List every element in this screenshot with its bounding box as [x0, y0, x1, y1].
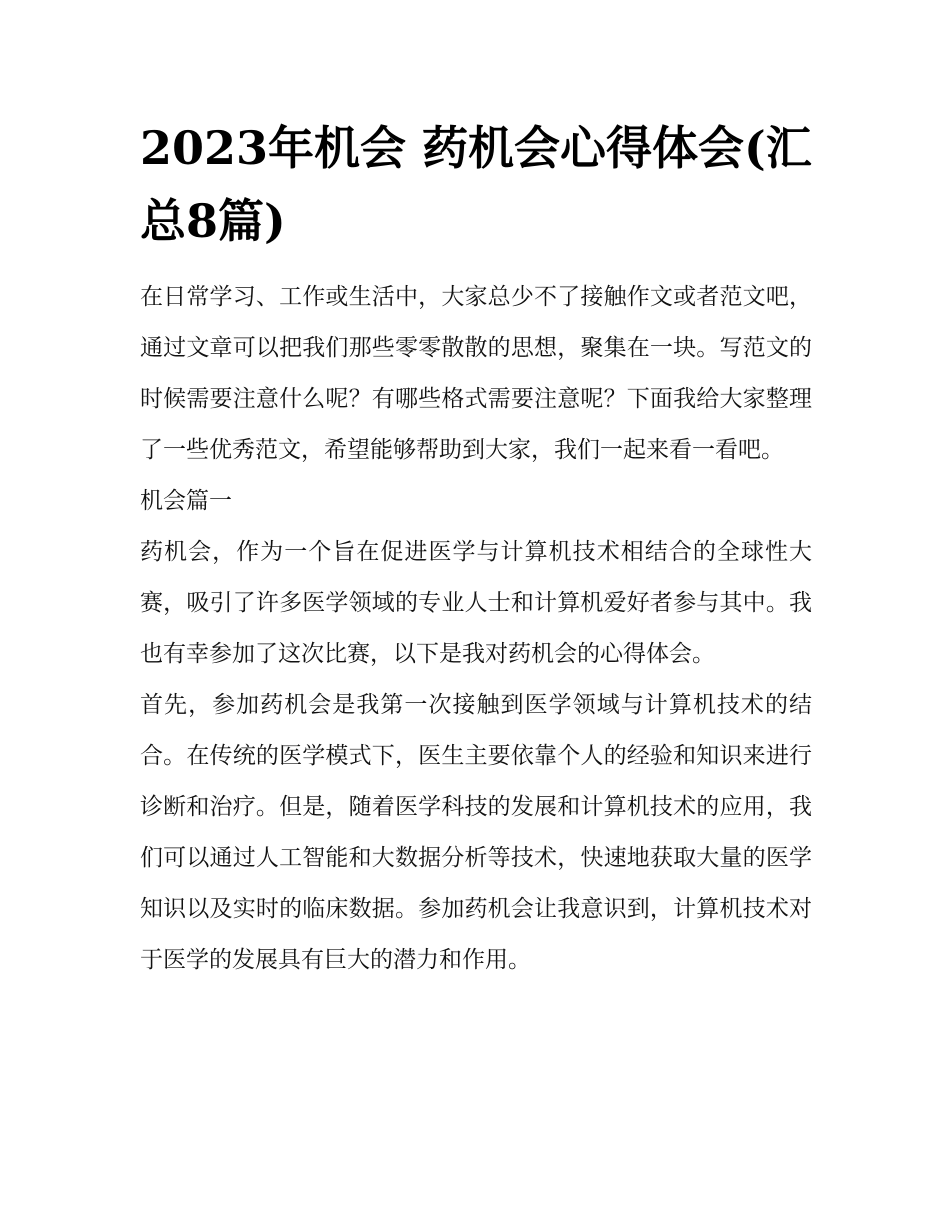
document-body: [140, 112, 812, 986]
body-paragraph-2: 首先，参加药机会是我第一次接触到医学领域与计算机技术的结合。在传统的医学模式下，医生主要依靠个人的经验和知识来进行诊断和治疗。但是，随着医学科技的发展和计算机技术的应用，我们可以通过人工智能和大数据分析等技术，快速地获取大量的医学知识以及实时的临床数据。参加药机会让我意识到，计算机技术对于医学的发展具有巨大的潜力和作用。: [140, 692, 812, 973]
body-paragraph-1: 药机会，作为一个旨在促进医学与计算机技术相结合的全球性大赛，吸引了许多医学领域的专业人士和计算机爱好者参与其中。我也有幸参加了这次比赛，以下是我对药机会的心得体会。: [140, 539, 812, 667]
section-heading: 机会篇一: [140, 488, 232, 514]
document-title: 2023年机会 药机会心得体会(汇总8篇): [140, 121, 812, 248]
intro-paragraph: 在日常学习、工作或生活中，大家总少不了接触作文或者范文吧，通过文章可以把我们那些零零散散的思想，聚集在一块。写范文的时候需要注意什么呢？有哪些格式需要注意呢？下面我给大家整理了一些优秀范文，希望能够帮助到大家，我们一起来看一看吧。: [140, 284, 812, 463]
